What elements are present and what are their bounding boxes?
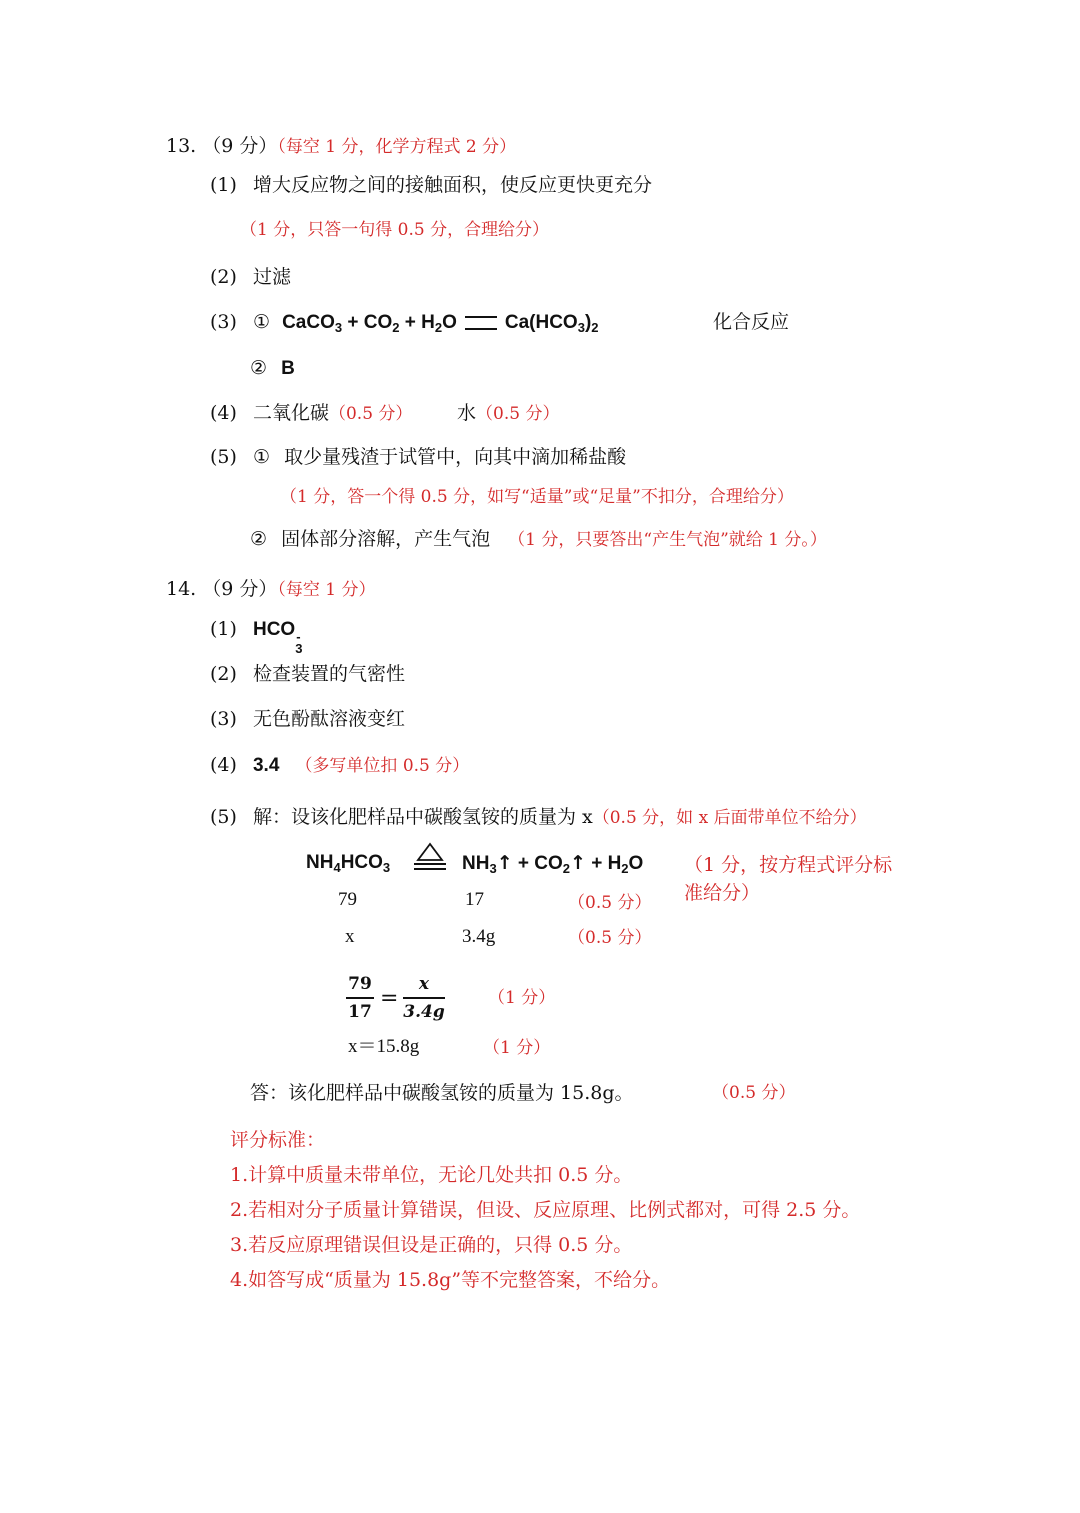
q14-part5 [210, 806, 867, 829]
decomposition-products: $NH_3↑$ + $CO_2↑ + H_2O$ [462, 852, 644, 876]
q13-p4-answer1: 二氧化碳 [252, 402, 329, 424]
q14-p4-answer: 3.4 [252, 755, 280, 776]
reaction-type: 化合反应 [713, 311, 790, 333]
fraction-right [403, 974, 445, 1022]
q14-part3 [210, 708, 405, 731]
equals-sign [465, 316, 497, 330]
q14-part1 [210, 618, 304, 656]
q13-p4-note2: （0.5 分） [476, 404, 560, 424]
criteria-item: 2.若相对分子质量计算错误，但设、反应原理、比例式都对，可得 2.5 分。 [230, 1199, 861, 1221]
equation-note-line2: 准给分） [684, 881, 761, 904]
q14-header-note: （每空 1 分） [277, 580, 376, 600]
q14-header-text: 14. （9 分） [166, 578, 278, 600]
equation-note-line1: （1 分，按方程式评分标 [684, 854, 893, 876]
fraction-left [346, 974, 374, 1022]
circled-number: ② [250, 357, 268, 379]
final-answer: 答：该化肥样品中碳酸氢铵的质量为 15.8g。 [250, 1082, 634, 1104]
q13-p5-note1: （1 分，答一个得 0.5 分，如写“适量”或“足量”不扣分，合理给分） [280, 487, 794, 507]
chemical-equation: CaCO$_3$ + $CO_2 + H_2O$ $Ca(HCO_3)_2$ [282, 312, 599, 335]
q14-header [166, 578, 376, 601]
q14-part4 [210, 754, 469, 778]
bicarbonate-ion: HCO 3 - [252, 619, 303, 656]
molar-mass-right: 17 [465, 889, 484, 910]
criteria-item: 3.若反应原理错误但设是正确的，只得 0.5 分。 [230, 1234, 633, 1256]
q13-p1-note: （1 分，只答一句得 0.5 分，合理给分） [240, 220, 550, 240]
q13-p5-note2: （1 分，只要答出“产生气泡”就给 1 分。） [508, 530, 827, 550]
q14-p4-note: （多写单位扣 0.5 分） [295, 756, 470, 776]
q13-part3-equation [210, 311, 599, 335]
x-result: x＝15.8g [348, 1036, 420, 1057]
q13-part2 [210, 266, 291, 289]
part-label: (2) [210, 266, 237, 288]
fraction-note: （1 分） [488, 988, 556, 1008]
decomposition-equation: $NH_4HCO_3$ [306, 852, 391, 875]
part-label: (3) [210, 708, 237, 730]
circled-number: ① [252, 311, 271, 333]
fraction-right-denominator: 3.4g [403, 1002, 445, 1022]
q13-p1-answer: 增大反应物之间的接触面积，使反应更快更充分 [252, 174, 652, 196]
fraction-equals: = [380, 986, 399, 1011]
part-label: (3) [210, 311, 237, 333]
q13-header-text: 13. （9 分） [166, 135, 278, 157]
q14-p2-answer: 检查装置的气密性 [252, 663, 405, 685]
q13-p5-answer1: 取少量残渣于试管中，向其中滴加稀盐酸 [284, 446, 627, 468]
q13-p5-answer2: 固体部分溶解，产生气泡 [281, 528, 491, 550]
molar-mass-left: 79 [338, 889, 357, 910]
q14-part2 [210, 663, 405, 686]
part-label: (5) [210, 446, 237, 468]
q14-p3-answer: 无色酚酞溶液变红 [252, 708, 405, 730]
q13-header [166, 135, 516, 158]
final-answer-note: （0.5 分） [712, 1083, 796, 1103]
q13-part1 [210, 174, 652, 197]
circled-number: ② [250, 528, 268, 550]
part-label: (4) [210, 402, 237, 424]
x-result-note: （1 分） [483, 1038, 551, 1058]
mass-left: x [345, 926, 355, 947]
part-label: (4) [210, 754, 237, 776]
heating-equals-icon [412, 842, 448, 872]
q13-header-note: （每空 1 分，化学方程式 2 分） [277, 137, 517, 157]
q13-part4-b [457, 402, 559, 425]
q13-part3-b [250, 357, 295, 381]
q14-p5-setup: 解：设该化肥样品中碳酸氢铵的质量为 x [252, 806, 593, 828]
part-label: (1) [210, 174, 237, 196]
fraction-right-numerator: x [418, 974, 430, 994]
part-label: (2) [210, 663, 237, 685]
part-label: (1) [210, 618, 237, 640]
criteria-title: 评分标准： [230, 1129, 326, 1151]
mass-right: 3.4g [462, 926, 496, 947]
q14-p5-note: （0.5 分，如 x 后面带单位不给分） [592, 808, 867, 828]
q13-part5-2 [250, 528, 827, 551]
circled-number: ① [252, 446, 271, 468]
answer-choice: B [281, 358, 295, 379]
criteria-item: 4.如答写成“质量为 15.8g”等不完整答案，不给分。 [230, 1269, 671, 1291]
equation-note [684, 852, 892, 907]
part-label: (5) [210, 806, 237, 828]
q13-part5-1 [210, 446, 626, 469]
molar-mass-note: （0.5 分） [568, 893, 652, 913]
criteria-item: 1.计算中质量未带单位，无论几处共扣 0.5 分。 [230, 1164, 633, 1186]
mass-note: （0.5 分） [568, 928, 652, 948]
q13-p4-answer2: 水 [457, 402, 477, 424]
q13-part4 [210, 402, 412, 425]
fraction-left-denominator: 17 [348, 1002, 372, 1022]
q13-p4-note1: （0.5 分） [328, 404, 413, 424]
q13-p2-answer: 过滤 [252, 266, 291, 288]
fraction-left-numerator: 79 [348, 974, 372, 994]
